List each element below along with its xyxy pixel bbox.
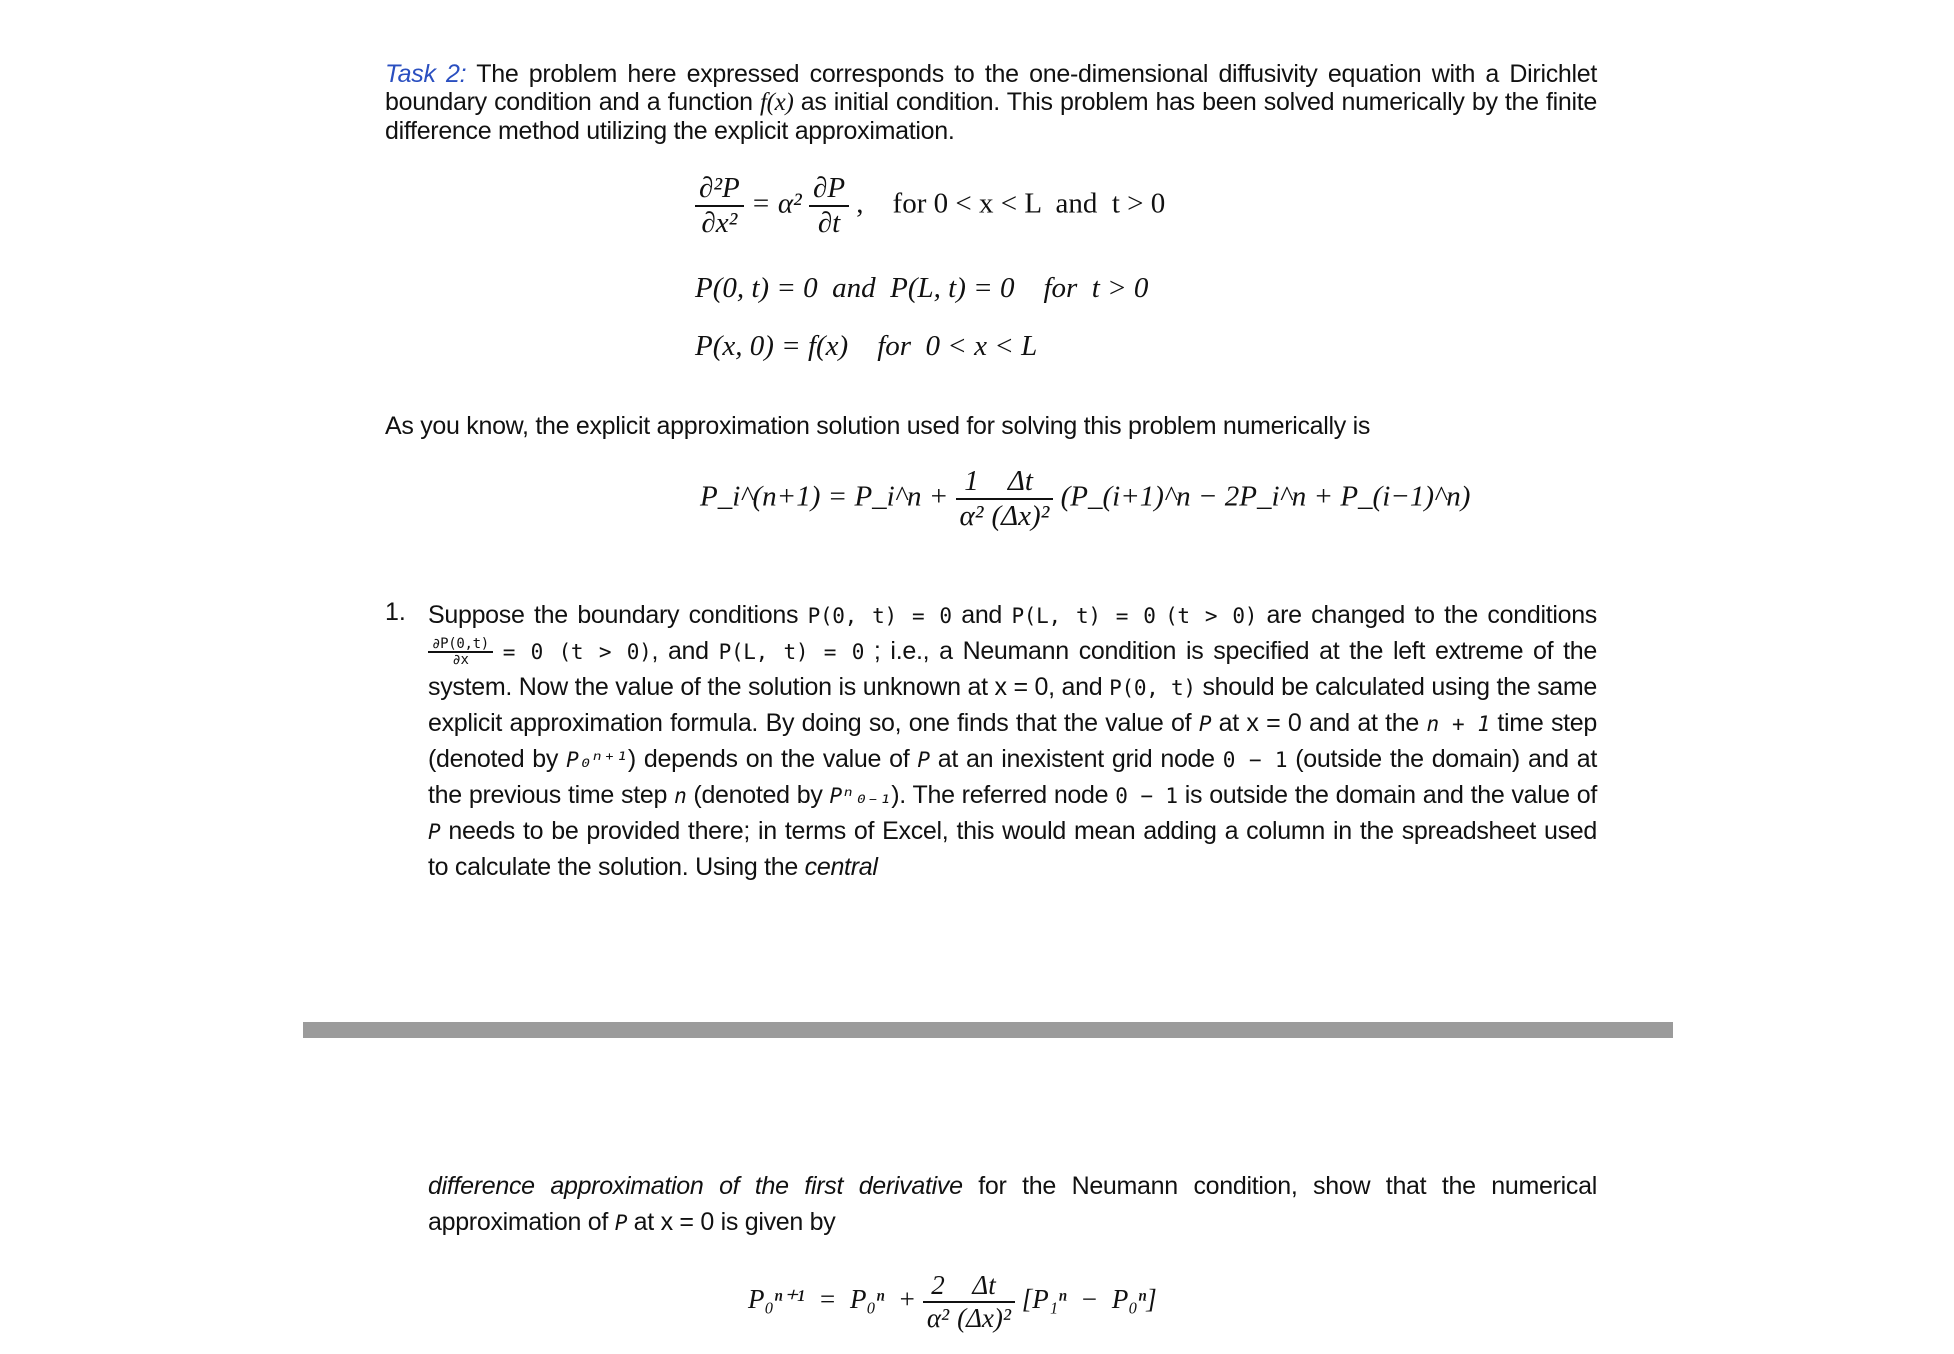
task-intro-fx: f(x) xyxy=(760,89,794,116)
q-text-7: time step (denoted by xyxy=(428,709,1597,773)
task-intro-a: The problem here expressed corresponds to the one-dimensional diffusivity equation with a Dirichlet boundary condition and a function xyxy=(385,60,1597,116)
q-p-3: P xyxy=(428,820,441,844)
cont-italic: difference approximation of the first derivative xyxy=(428,1172,963,1200)
page-divider xyxy=(303,1022,1673,1038)
final-frac1-num: 2 xyxy=(923,1270,953,1303)
q-text-3: , and xyxy=(651,637,719,665)
question-paragraph xyxy=(428,598,1597,885)
explicit-frac2 xyxy=(987,465,1053,533)
neumann-den: ∂x xyxy=(452,652,469,669)
q-text-1: Suppose the boundary conditions xyxy=(428,601,808,629)
final-frac2 xyxy=(953,1270,1015,1334)
q-text-13: is outside the domain and the value of xyxy=(1177,781,1597,809)
explicit-frac1-num: 1 xyxy=(956,465,988,500)
q-p-1: P xyxy=(1198,712,1212,736)
q-text-8: ) depends on the value of xyxy=(627,745,918,773)
final-frac2-den: (Δx)² xyxy=(957,1303,1012,1333)
q-text-11: (denoted by xyxy=(686,781,830,809)
pde-lhs-fraction xyxy=(695,172,744,240)
explicit-frac1-den: α² xyxy=(959,500,984,532)
explicit-bracket: (P_(i+1)^n − 2P_i^n + P_(i−1)^n) xyxy=(1060,480,1471,513)
final-lhs: P₀ⁿ⁺¹ = P₀ⁿ + xyxy=(748,1284,917,1315)
q-text-5: should be calculated using the same explicit approximation formula. By doing so, one finds that the value of xyxy=(428,673,1598,737)
neumann-fraction xyxy=(428,637,493,667)
q-n-plus-1: n + 1 xyxy=(1426,712,1490,736)
final-frac2-num: Δt xyxy=(953,1270,1015,1303)
task-intro-b: as initial condition. This problem has been solved numerically by the finite difference method utilizing the explicit approximation. xyxy=(385,88,1597,145)
q-text-2: are changed to the conditions xyxy=(1257,601,1598,629)
explicit-lhs: P_i^(n+1) = P_i^n + xyxy=(700,480,949,513)
pde-lhs-num: ∂²P xyxy=(695,172,744,207)
q-p0m1: Pⁿ₀₋₁ xyxy=(829,784,892,808)
q-node-1: 0 − 1 xyxy=(1222,748,1288,772)
q-text-6: at x = 0 and at the xyxy=(1211,709,1427,737)
final-formula xyxy=(748,1270,1157,1334)
continuation-paragraph xyxy=(428,1168,1597,1241)
q-text-4: ; i.e., a Neumann condition is specified at the left extreme of the system. Now the value of the solution is unknown at x = 0, and xyxy=(428,637,1597,701)
q-text-14: needs to be provided there; in terms of Excel, this would mean adding a column in the spreadsheet used to calculate the solution. Using the xyxy=(428,817,1597,881)
q-bc-right: P(L, t) = 0 xyxy=(1011,604,1156,628)
neumann-rhs: = 0 (t > 0) xyxy=(502,640,652,664)
q-central: central xyxy=(804,853,878,881)
q-text-12: ). The referred node xyxy=(891,781,1116,809)
explicit-formula xyxy=(700,465,1470,533)
q-p0n1: P₀ⁿ⁺¹ xyxy=(566,748,628,772)
q-p-2: P xyxy=(917,748,930,772)
q-bc-left: P(0, t) = 0 xyxy=(807,604,952,628)
initial-condition: P(x, 0) = f(x) for 0 < x < L xyxy=(695,330,1038,362)
explicit-frac2-den: (Δx)² xyxy=(991,500,1050,532)
task-label: Task 2: xyxy=(385,60,467,88)
task-paragraph xyxy=(385,60,1597,145)
explicit-intro: As you know, the explicit approximation solution used for solving this problem numerically is xyxy=(385,412,1371,440)
explicit-frac1 xyxy=(956,465,988,533)
cont-p: P xyxy=(614,1211,628,1235)
neumann-num: ∂P(0,t) xyxy=(428,637,493,653)
q-t-pos: (t > 0) xyxy=(1165,604,1258,628)
q-dirichlet: P(L, t) = 0 xyxy=(718,640,865,664)
cont-text-a: for the Neumann condition, show that the numerical approximation of xyxy=(428,1172,1597,1236)
q-text-10: (outside the domain) and at the previous time step xyxy=(428,745,1598,809)
explicit-frac2-num: Δt xyxy=(987,465,1053,500)
question-number: 1. xyxy=(385,598,406,626)
pde-equation xyxy=(695,172,1165,240)
pde-lhs-den: ∂x² xyxy=(701,207,738,239)
boundary-conditions: P(0, t) = 0 and P(L, t) = 0 for t > 0 xyxy=(695,272,1149,304)
final-frac1-den: α² xyxy=(926,1303,950,1333)
final-bracket: [P₁ⁿ − P₀ⁿ] xyxy=(1021,1284,1157,1315)
pde-rhs-fraction xyxy=(809,172,849,240)
q-and: and xyxy=(951,601,1012,629)
final-frac1 xyxy=(923,1270,953,1334)
pde-equals: = α² xyxy=(751,187,802,220)
q-node-2: 0 − 1 xyxy=(1115,784,1178,808)
q-text-9: at an inexistent grid node xyxy=(929,745,1223,773)
q-n: n xyxy=(674,784,687,808)
cont-text-b: at x = 0 is given by xyxy=(627,1208,836,1236)
q-p0t: P(0, t) xyxy=(1109,676,1196,700)
pde-domain: , for 0 < x < L and t > 0 xyxy=(856,187,1166,220)
pde-rhs-num: ∂P xyxy=(809,172,849,207)
pde-rhs-den: ∂t xyxy=(817,207,841,239)
